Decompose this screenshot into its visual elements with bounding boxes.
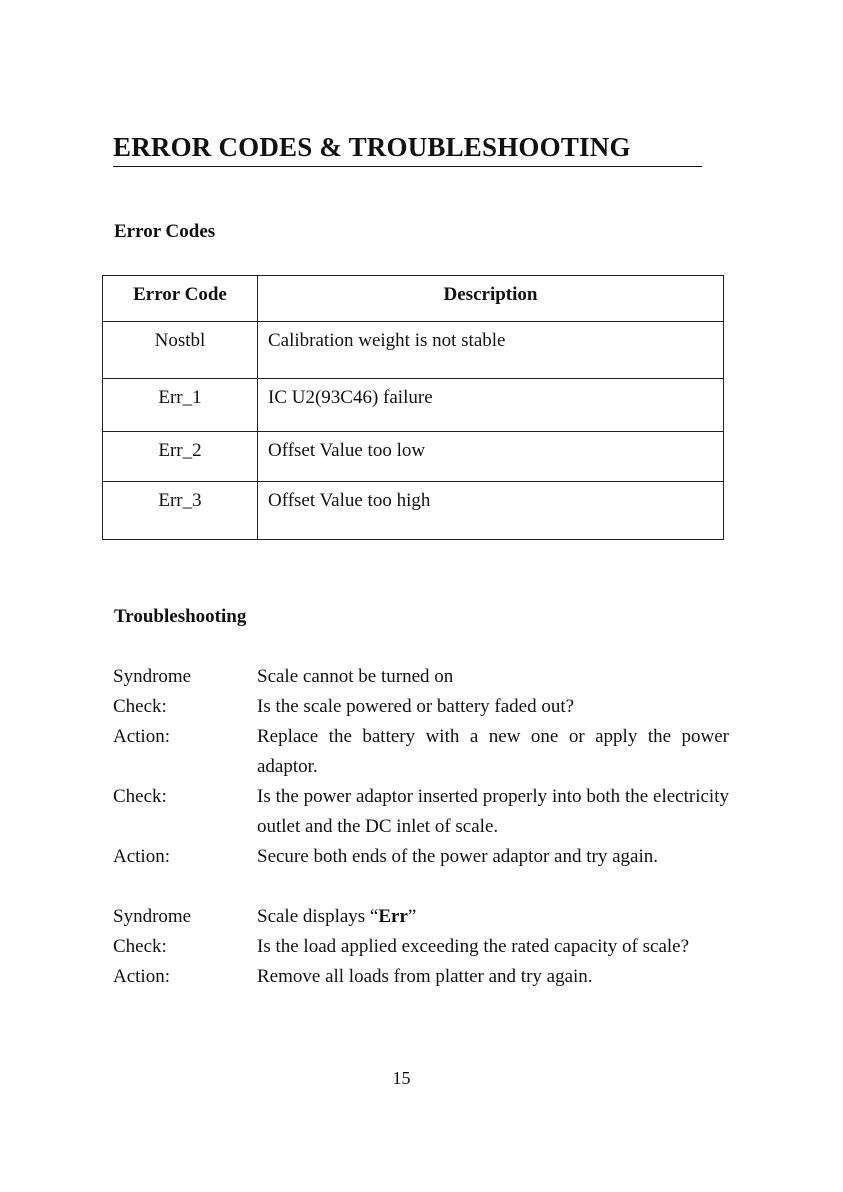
entry-label: Syndrome [113,906,192,927]
entry-text: Scale cannot be turned on [257,666,454,687]
entry-text: Remove all loads from platter and try again. [257,966,593,987]
entry-label: Action: [113,966,170,987]
entry-label: Syndrome [113,666,192,687]
description-cell: Calibration weight is not stable [258,322,724,379]
list-item [113,932,729,962]
table-row [103,379,724,432]
page-title: ERROR CODES & TROUBLESHOOTING [113,132,631,162]
description-cell: Offset Value too high [258,482,724,540]
error-code-cell: Err_1 [103,379,258,432]
list-item [113,782,729,842]
description-cell: Offset Value too low [258,432,724,482]
error-code-cell: Nostbl [103,322,258,379]
description-cell: IC U2(93C46) failure [258,379,724,432]
page-number: 15 [392,1068,411,1088]
error-codes-heading: Error Codes [114,221,216,242]
error-codes-table [102,275,724,540]
error-code-cell: Err_2 [103,432,258,482]
entry-text-suffix: ” [407,906,417,927]
entry-text: Is the power adaptor inserted properly into both the electricity outlet and the DC inlet of scale. [257,786,729,837]
list-item [113,842,729,872]
troubleshooting-list [113,662,729,992]
error-code-cell: Err_3 [103,482,258,540]
entry-text [257,902,729,932]
table-header-row [103,276,724,322]
entry-text: Secure both ends of the power adaptor and try again. [257,846,658,867]
group-spacer [113,872,729,902]
column-header-description: Description [258,276,724,322]
error-display-text: Err [378,906,408,927]
list-item [113,692,729,722]
entry-label: Check: [113,936,167,957]
table-row [103,432,724,482]
entry-text-prefix: Scale displays “ [257,906,379,927]
list-item [113,662,729,692]
list-item [113,722,729,782]
table-row [103,482,724,540]
entry-label: Check: [113,696,167,717]
entry-text: Is the scale powered or battery faded out? [257,696,575,717]
entry-text: Is the load applied exceeding the rated capacity of scale? [257,936,690,957]
troubleshooting-heading: Troubleshooting [114,606,247,627]
column-header-error-code: Error Code [103,276,258,322]
list-item [113,962,729,992]
list-item [113,902,729,932]
table-row [103,322,724,379]
entry-label: Action: [113,726,170,747]
entry-label: Check: [113,786,167,807]
entry-label: Action: [113,846,170,867]
entry-text: Replace the battery with a new one or apply the power adaptor. [257,726,729,777]
title-underline [113,166,702,167]
